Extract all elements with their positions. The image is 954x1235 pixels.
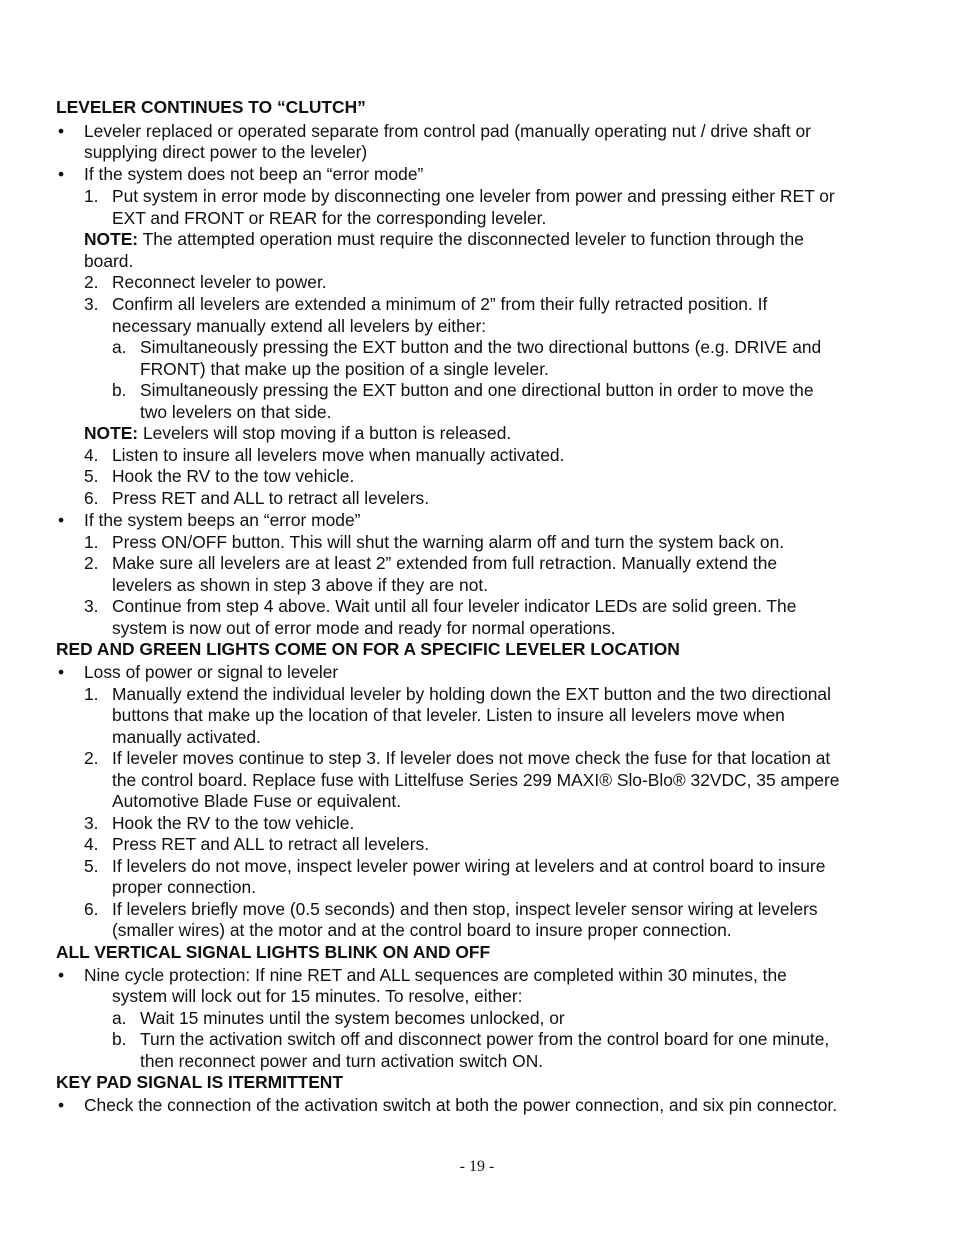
substep-text: two levelers on that side. (140, 402, 332, 422)
step-text: Press ON/OFF button. This will shut the warning alarm off and turn the system back on. (112, 532, 785, 552)
step-number: 6. (84, 488, 99, 508)
step-text: the control board. Replace fuse with Littelfuse Series 299 MAXI® Slo-Blo® 32VDC, 35 ampere (112, 770, 840, 790)
substep-letter: a. (112, 337, 127, 357)
step-number: 2. (84, 272, 99, 292)
note-line (84, 229, 804, 250)
step-number: 3. (84, 596, 99, 616)
substep-text: Simultaneously pressing the EXT button and one directional button in order to move the (140, 380, 814, 400)
substep-letter: a. (112, 1008, 127, 1028)
substep-letter: b. (112, 380, 127, 400)
step-text: system is now out of error mode and ready for normal operations. (112, 618, 616, 638)
bullet-text: Loss of power or signal to leveler (84, 662, 339, 682)
bullet-marker: • (58, 1095, 65, 1115)
step-text: Confirm all levelers are extended a minimum of 2” from their fully retracted position. If (112, 294, 768, 314)
note-text: board. (84, 251, 134, 271)
bullet-text: If the system does not beep an “error mode” (84, 164, 424, 184)
step-text: Automotive Blade Fuse or equivalent. (112, 791, 402, 811)
bullet-text: Leveler replaced or operated separate from control pad (manually operating nut / drive shaft or (84, 121, 811, 141)
step-text: Press RET and ALL to retract all levelers. (112, 834, 430, 854)
page-number: - 19 - (459, 1158, 495, 1175)
step-number: 6. (84, 899, 99, 919)
step-number: 2. (84, 748, 99, 768)
step-number: 3. (84, 813, 99, 833)
section-heading-vertical-signal-lights: ALL VERTICAL SIGNAL LIGHTS BLINK ON AND OFF (56, 942, 491, 962)
substep-text: Wait 15 minutes until the system becomes unlocked, or (140, 1008, 565, 1028)
note-text: Levelers will stop moving if a button is released. (138, 423, 512, 443)
step-text: Continue from step 4 above. Wait until all four leveler indicator LEDs are solid green. The (112, 596, 797, 616)
note-line (84, 423, 511, 444)
step-text: (smaller wires) at the motor and at the control board to insure proper connection. (112, 920, 732, 940)
step-number: 4. (84, 834, 99, 854)
step-text: Manually extend the individual leveler by holding down the EXT button and the two directional (112, 684, 831, 704)
note-label: NOTE: (84, 229, 139, 249)
step-text: EXT and FRONT or REAR for the corresponding leveler. (112, 208, 547, 228)
bullet-text: Check the connection of the activation switch at both the power connection, and six pin connector. (84, 1095, 838, 1115)
step-number: 1. (84, 532, 99, 552)
step-text: If levelers do not move, inspect leveler power wiring at levelers and at control board to insure (112, 856, 826, 876)
step-text: necessary manually extend all levelers by either: (112, 316, 487, 336)
bullet-marker: • (58, 121, 65, 141)
step-text: Reconnect leveler to power. (112, 272, 327, 292)
substep-text: Simultaneously pressing the EXT button and the two directional buttons (e.g. DRIVE and (140, 337, 822, 357)
step-number: 5. (84, 466, 99, 486)
step-text: Press RET and ALL to retract all levelers. (112, 488, 430, 508)
substep-letter: b. (112, 1029, 127, 1049)
bullet-marker: • (58, 965, 65, 985)
substep-text: Turn the activation switch off and disconnect power from the control board for one minute, (140, 1029, 830, 1049)
step-text: buttons that make up the location of that leveler. Listen to insure all levelers move when (112, 705, 785, 725)
bullet-text: system will lock out for 15 minutes. To resolve, either: (112, 986, 523, 1006)
bullet-text: Nine cycle protection: If nine RET and ALL sequences are completed within 30 minutes, the (84, 965, 787, 985)
step-text: If leveler moves continue to step 3. If leveler does not move check the fuse for that location at (112, 748, 831, 768)
step-number: 2. (84, 553, 99, 573)
step-number: 1. (84, 684, 99, 704)
section-heading-key-pad: KEY PAD SIGNAL IS ITERMITTENT (56, 1072, 343, 1092)
bullet-marker: • (58, 164, 65, 184)
substep-text: FRONT) that make up the position of a single leveler. (140, 359, 549, 379)
step-text: proper connection. (112, 877, 257, 897)
section-heading-clutch: LEVELER CONTINUES TO “CLUTCH” (56, 97, 366, 117)
step-number: 1. (84, 186, 99, 206)
step-text: If levelers briefly move (0.5 seconds) and then stop, inspect leveler sensor wiring at levelers (112, 899, 818, 919)
bullet-text: If the system beeps an “error mode” (84, 510, 361, 530)
bullet-text: supplying direct power to the leveler) (84, 142, 368, 162)
step-text: Listen to insure all levelers move when manually activated. (112, 445, 565, 465)
step-text: levelers as shown in step 3 above if they are not. (112, 575, 489, 595)
step-text: Hook the RV to the tow vehicle. (112, 466, 355, 486)
bullet-marker: • (58, 510, 65, 530)
section-heading-red-green-lights: RED AND GREEN LIGHTS COME ON FOR A SPECIFIC LEVELER LOCATION (56, 639, 680, 659)
step-text: Put system in error mode by disconnecting one leveler from power and pressing either RET or (112, 186, 835, 206)
note-label: NOTE: (84, 423, 139, 443)
step-number: 5. (84, 856, 99, 876)
step-number: 3. (84, 294, 99, 314)
note-text: The attempted operation must require the disconnected leveler to function through the (138, 229, 804, 249)
step-text: Make sure all levelers are at least 2” extended from full retraction. Manually extend the (112, 553, 778, 573)
step-text: Hook the RV to the tow vehicle. (112, 813, 355, 833)
step-number: 4. (84, 445, 99, 465)
bullet-marker: • (58, 662, 65, 682)
substep-text: then reconnect power and turn activation switch ON. (140, 1051, 544, 1071)
step-text: manually activated. (112, 727, 261, 747)
